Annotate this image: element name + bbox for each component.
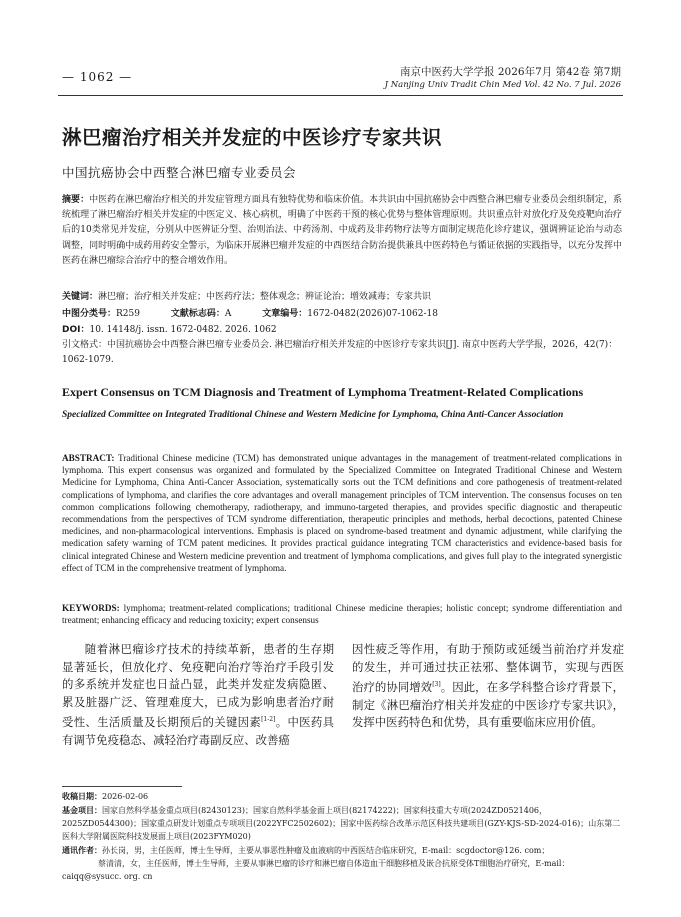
clc-field	[62, 309, 154, 319]
abstract-cn-label: 摘要：	[62, 195, 90, 205]
footnote-funding	[62, 804, 622, 844]
corresponding-author-1: 孙长岗，男，主任医师，博士生导师，主要从事恶性肿瘤及血液病的中西医结合临床研究，E-mail：scgdoctor@126. com；	[102, 846, 550, 855]
doc-code-label: 文献标志码：	[170, 309, 225, 319]
journal-name-cn: 南京中医药大学学报 2026年7月 第42卷 第7期	[400, 66, 621, 78]
keywords-en-text: lymphoma; treatment-related complications; traditional Chinese medicine therapies; holistic concept; syndrome differentiation and treatment; enhancing efficacy and reducing toxicity; expert consensus	[62, 603, 622, 626]
author-en: Specialized Committee on Integrated Traditional Chinese and Western Medicine for Lymphoma, China Anti-Cancer Association	[62, 410, 564, 420]
author-cn: 中国抗癌协会中西整合淋巴瘤专业委员会	[62, 165, 297, 180]
footnote-corresponding	[62, 844, 622, 884]
article-title-en: Expert Consensus on TCM Diagnosis and Treatment of Lymphoma Treatment-Related Complications	[62, 385, 584, 399]
citation-text: 中国抗癌协会中西整合淋巴瘤专业委员会. 淋巴瘤治疗相关并发症的中医诊疗专家共识[J]. 南京中医药大学学报，2026，42(7)：1062-1079.	[62, 340, 618, 365]
citation	[62, 338, 622, 368]
doi	[62, 322, 277, 335]
abstract-en	[62, 452, 622, 574]
keywords-cn-text: 淋巴瘤；治疗相关并发症；中医药疗法；整体观念；辨证论治；增效减毒；专家共识	[98, 292, 432, 302]
abstract-cn	[62, 193, 622, 269]
citation-label: 引文格式：	[62, 340, 108, 350]
body-text: 随着淋巴瘤诊疗技术的持续革新，患者的生存期显著延长，但放化疗、免疫靶向治疗等治疗手段引发的多系统并发症也日益凸显，此类并发症发病隐匿、累及脏器广泛、管理难度大，已成为影响患者治疗耐受性、生活质量及长期预后的关键因素	[62, 642, 334, 730]
article-number-value: 1672-0482(2026)07-1062-18	[307, 309, 438, 319]
received-label: 收稿日期：	[62, 792, 102, 801]
abstract-cn-text: 中医药在淋巴瘤治疗相关的并发症管理方面具有独特优势和临床价值。本共识由中国抗癌协会中西整合淋巴瘤专业委员会组织制定，系统梳理了淋巴瘤治疗相关并发症的中医定义、核心病机，明确了中医药干预的核心优势与整体管理原则。共识重点针对放化疗及免疫靶向治疗后的10类常见并发症，分别从中医辨证分型、治则治法、中药汤剂、中成药及非药物疗法等方面制定规范化诊疗建议，强调辨证论治与动态调整，同时明确中成药用药安全警示，为临床开展淋巴瘤并发症的中西医结合防治提供兼具中医药特色与循证依据的实践指导，以充分发挥中医药在淋巴瘤综合治疗中的整合增效作用。	[62, 195, 622, 266]
received-date: 2026-02-06	[102, 792, 149, 801]
article-title-cn: 淋巴瘤治疗相关并发症的中医诊疗专家共识	[62, 126, 443, 149]
keywords-cn-label: 关键词：	[62, 292, 99, 302]
page-number: — 1062 —	[62, 70, 133, 84]
footnote-rule	[62, 786, 182, 787]
classification-row	[62, 306, 466, 319]
body-text: 。因此，在多学科整合诊疗背景下，制定《淋巴瘤治疗相关并发症的中医诊疗专家共识》，发挥中医药特色和优势，具有重要临床应用价值。	[352, 679, 624, 730]
body-column-right	[352, 641, 624, 732]
keywords-en-label: KEYWORDS:	[62, 603, 120, 613]
clc-label: 中图分类号：	[62, 309, 117, 319]
body-paragraph	[352, 641, 624, 732]
keywords-cn	[62, 290, 622, 304]
article-number-field	[262, 309, 452, 319]
abstract-en-text: Traditional Chinese medicine (TCM) has demonstrated unique advantages in the management of treatment-related complications in lymphoma. This expert consensus was organized and formulated by the Specialized Committee on Integrated Traditional Chinese and Western Medicine for Lymphoma, China Anti-Cancer Association, systematically sorts out the TCM definitions and core pathogenesis of treatment-related complications of lymphoma, and clarifies the core advantages and overall management principles of TCM intervention. The consensus focuses on ten common complications following chemotherapy, radiotherapy, and immuno-targeted therapies, and provides specific diagnostic and therapeutic recommendations from the perspectives of TCM syndrome differentiation, therapeutic principles and methods, herbal decoctions, patented Chinese medicines, and non-pharmacological interventions. Emphasis is placed on syndrome-based treatment and dynamic adjustment, while clarifying the medication safety warning of TCM patent medicines. It provides practical guidance integrating TCM characteristics and evidence-based basis for clinical integrated Chinese and Western medicine prevention and treatment of lymphoma complications, and gives full play to the integrated synergistic effect of TCM in the comprehensive treatment of lymphoma.	[62, 453, 623, 573]
doi-value: 10. 14148/j. issn. 1672-0482. 2026. 1062	[89, 325, 277, 335]
abstract-en-label: ABSTRACT:	[62, 453, 115, 463]
reference-mark: [1-2]	[261, 716, 276, 724]
body-text: 。中医药具有调节免疫稳态、减轻治疗毒副反应、改善癌	[62, 715, 334, 747]
journal-name-en: J Nanjing Univ Tradit Chin Med Vol. 42 No. 7 Jul. 2026	[384, 80, 621, 90]
body-paragraph	[62, 641, 334, 749]
article-number-label: 文章编号：	[262, 309, 308, 319]
footnote-received	[62, 790, 622, 803]
doc-code-field	[171, 309, 246, 319]
funding-text: 国家自然科学基金重点项目(82430123)；国家自然科学基金面上项目(82174222)；国家科技重大专项(2024ZD0521406，2025ZD0544300)；国家重点研发计划重点专项项目(2022YFC2502602)；国家中医药综合改革示范区科技共建项目(GZY-KJS-SD-2024-016)；山东第二医科大学附属医院科技发展面上项目(2023FYM020)	[62, 806, 621, 842]
header-rule	[58, 95, 623, 96]
funding-label: 基金项目：	[62, 806, 102, 815]
corresponding-author-2: 蔡清清，女，主任医师，博士生导师，主要从事淋巴瘤的诊疗和淋巴瘤自体造血干细胞移植及嵌合抗原受体T细胞治疗研究，E-mail：caiqq@sysucc. org. cn	[62, 859, 570, 882]
keywords-en	[62, 602, 622, 626]
doi-label: DOI：	[62, 325, 90, 335]
body-column-left	[62, 641, 334, 749]
body-text: 因性疲乏等作用，有助于预防或延缓当前治疗并发症的发生，并可通过扶正祛邪、整体调节，实现与西医治疗的协同增效	[352, 642, 624, 694]
doc-code-value: A	[224, 309, 232, 319]
reference-mark: [3]	[432, 681, 441, 689]
clc-value: R259	[116, 309, 140, 319]
corresponding-label: 通讯作者：	[62, 846, 102, 855]
